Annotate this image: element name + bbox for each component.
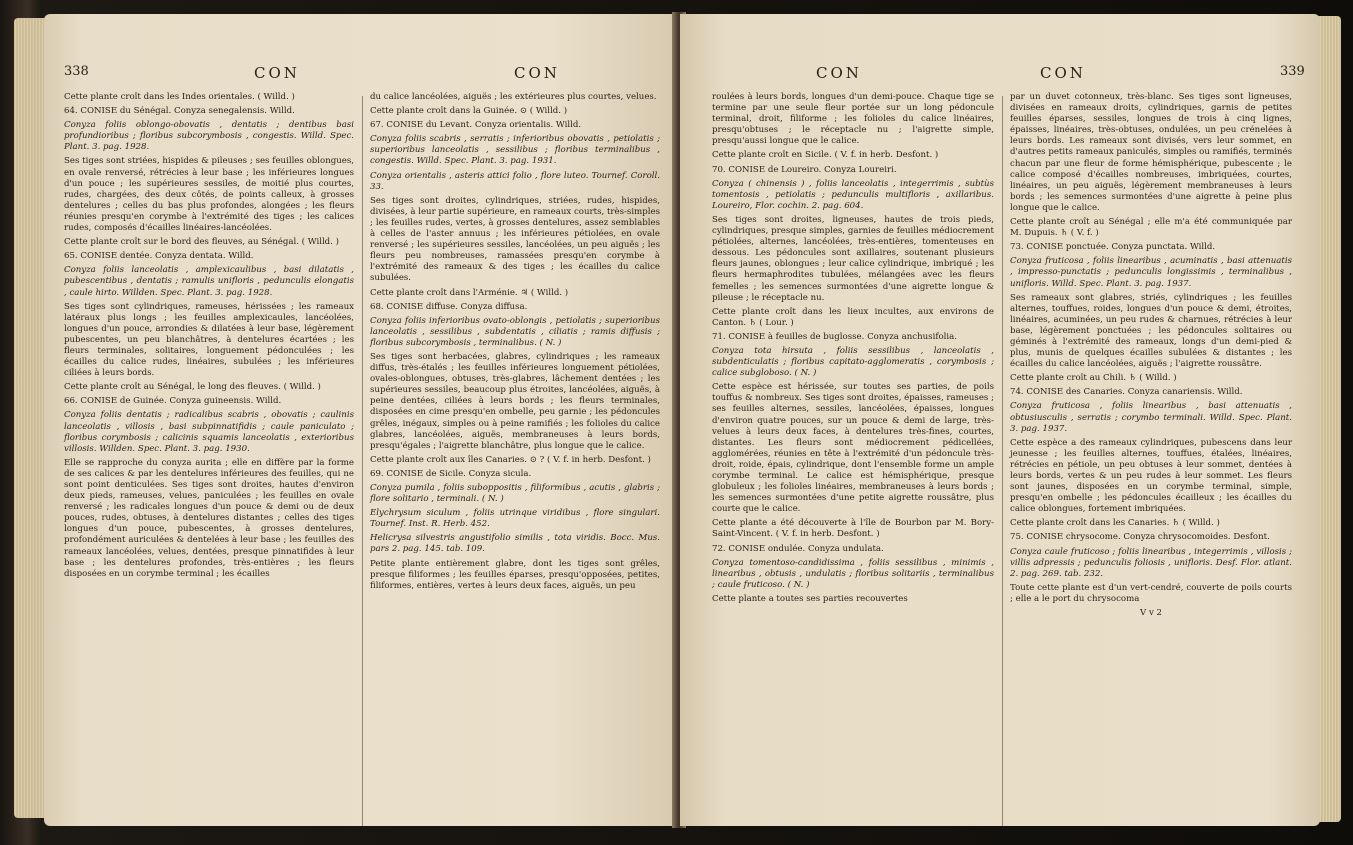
latin-diagnosis: Conyza pumila , foliis suboppositis , filiformibus , acutis , glabris ; flore solitario , terminali. ( N. ) [370,483,660,505]
signature-mark: V v 2 [1140,608,1162,619]
left-page [44,14,676,826]
paragraph: Ses tiges sont droites, cylindriques, striées, rudes, hispides, divisées, à leur partie supérieure, en rameaux courts, très-simples ; les feuilles rudes, vertes, à grosses dentelures, assez semblables à celles de l'aster annuus ; les inférieures pétiolées, en ovale renversé ; les supérieures sessiles, lancéolées, un peu aiguës ; les fleurs peu nombreuses, ramassées presqu'en corymbe à l'extrémité des rameaux & des tiges ; les écailles du calice subulées. [370,195,660,284]
paragraph: Cette plante croît dans l'Arménie. ♃ ( Willd. ) [370,287,569,298]
paragraph: Ses rameaux sont glabres, striés, cylindriques ; les feuilles alternes, touffues, roides, longues d'un pouce & demi, étroites, linéaires, acuminées, un peu rudes & charnues, rétrécies à leur base, légèrement ponctuées ; les pédoncules solitaires ou géminés à l'extrémité des rameaux, longs d'un demi-pied & plus, munis de quelques écailles subulées & distantes ; les écailles du calice lancéolées, aiguës ; l'aigrette roussâtre. [1010,292,1292,370]
right-page [680,14,1320,826]
latin-diagnosis: Conyza foliis dentatis ; radicalibus scabris , obovatis ; caulinis lanceolatis , villosis , basi subpinnatifidis ; caule paniculato ; floribus corymbosis ; calicinis squamis lanceolatis , exterioribus villosis. Willden. Spec. Plant. 3. pag. 1930. [64,410,354,454]
paragraph: Cette plante croît dans les Canaries. ♄ ( Willd. ) [1010,518,1220,529]
entry-heading: 68. CONISE diffuse. Conyza diffusa. [370,301,528,312]
right-running-head-right: CON [1040,64,1086,82]
page-edges-left [14,18,46,818]
latin-diagnosis: Conyza tomentoso-candidissima , foliis sessilibus , minimis , linearibus , obtusis , undulatis ; floribus solitariis , terminalibus ; caule fruticoso. ( N. ) [712,557,994,590]
paragraph: du calice lancéolées, aiguës ; les extérieures plus courtes, velues. [370,92,657,102]
latin-diagnosis: Conyza foliis oblongo-obovatis , dentatis ; dentibus basi profundioribus ; floribus subcorymbosis , congestis. Willd. Spec. Plant. 3. pag. 1928. [64,120,354,153]
latin-synonym: Helicrysa silvestris angustifolio similis , tota viridis. Bocc. Mus. pars 2. pag. 145. tab. 109. [370,533,660,555]
latin-diagnosis: Conyza tota hirsuta , foliis sessilibus , lanceolatis , subdenticulatis ; floribus capitato-agglomeratis , corymbosis ; calice subgloboso. ( N. ) [712,345,994,379]
paragraph: roulées à leurs bords, longues d'un demi-pouce. Chaque tige se termine par une seule fleur portée sur un long pédoncule terminal, droit, filiforme ; les folioles du calice linéaires, presqu'obtuses ; le réceptacle nu ; l'aigrette simple, presqu'aussi longue que le calice. [712,92,994,147]
entry-heading: 65. CONISE dentée. Conyza dentata. Willd. [64,251,254,262]
left-running-head-right: CON [514,64,560,82]
entry-heading: 75. CONISE chrysocome. Conyza chrysocomoides. Desfont. [1010,532,1270,543]
latin-diagnosis: Conyza ( chinensis ) , foliis lanceolatis , integerrimis , subtùs tomentosis , petiolatis ; pedunculis multifloris , axillaribus. Loureiro, Flor. cochin. 2. pag. 604. [712,178,994,211]
paragraph: Petite plante entièrement glabre, dont les tiges sont grêles, presque filiformes ; les feuilles éparses, presqu'opposées, petites, filiformes, entières, vertes à leurs deux faces, aiguës, un peu [370,558,660,591]
right-page-number: 339 [1280,64,1305,79]
paragraph: Cette plante a toutes ses parties recouvertes [712,593,908,604]
paragraph: Cette plante croît en Sicile. ( V. f. in herb. Desfont. ) [712,150,939,161]
left-running-head-left: CON [254,64,300,82]
paragraph: Cette espèce est hérissée, sur toutes ses parties, de poils touffus & nombreux. Ses tiges sont droites, épaisses, rameuses ; ses feuilles alternes, sessiles, lancéolées, épaisses, longues d'environ quatre pouces, sur un pouce & demi de large, très-velues à leurs deux faces, à dentelures très-fines, courtes, distantes. Les fleurs sont médiocrement pédicellées, agglomérées, réunies en tête à l'extrémité d'un pédoncule très-droit, roide, épais, cylindrique, dont l'ensemble forme un ample corymbe terminal. Le calice est hémisphérique, presque globuleux ; les folioles linéaires, membraneuses à leurs bords ; les semences surmontées d'une petite aigrette roussâtre, plus courte que le calice. [712,382,994,515]
paragraph: par un duvet cotonneux, très-blanc. Ses tiges sont ligneuses, divisées en rameaux droits, cylindriques, garnis de petites feuilles éparses, sessiles, longues de trois à cinq lignes, épaisses, linéaires, très-obtuses, ondulées, un peu crénelées à leurs bords. Les rameaux sont divisés, vers leur sommet, en d'autres petits rameaux paniculés, simples ou ramifiés, terminés chacun par une fleur de forme hémisphérique, pubescente ; le calice composé d'écailles nombreuses, imbriquées, courtes, linéaires, un peu aiguës, légèrement membraneuses à leurs bords ; les semences surmontées d'une aigrette à peine plus longue que le calice. [1010,92,1292,213]
left-page-number: 338 [64,64,89,79]
latin-diagnosis: Conyza fruticosa , foliis linearibus , acuminatis , basi attenuatis , impresso-punctatis ; pedunculis longissimis , terminalibus , unifloris. Willd. Spec. Plant. 3. pag. 1937. [1010,256,1292,289]
right-column-2 [1010,92,1292,622]
latin-diagnosis: Conyza fruticosa , foliis linearibus , basi attenuatis , obtusiusculis , serratis ; corymbo terminali. Willd. Spec. Plant. 3. pag. 1937. [1010,401,1292,434]
paragraph: Ses tiges sont herbacées, glabres, cylindriques ; les rameaux diffus, très-étalés ; les feuilles inférieures longuement pétiolées, ovales-oblongues, obtuses, très-glabres, lâchement dentées ; les supérieures sessiles, beaucoup plus étroites, lancéolées, aiguës, à peine dentées, ciliées à leurs bords ; les fleurs terminales, disposées en cime presqu'en ombelle, peu garnie ; les pédoncules grêles, inégaux, simples ou à peine ramifiés ; les folioles du calice glabres, lancéolées, aiguës, membraneuses à leurs bords, presqu'égales ; l'aigrette blanchâtre, plus longue que le calice. [370,351,660,451]
entry-heading: 71. CONISE à feuilles de buglosse. Conyza anchusifolia. [712,331,958,342]
latin-synonym: Elychrysum siculum , foliis utrinque viridibus , flore singulari. Tournef. Inst. R. Herb. 452. [370,508,660,530]
left-column-1 [64,92,354,583]
column-rule [362,96,363,826]
latin-diagnosis: Conyza foliis lanceolatis , amplexicaulibus , basi dilatatis , pubescentibus , dentatis ; ramulis unifloris , pedunculis elongatis , caule hirto. Willden. Spec. Plant. 3. pag. 1928. [64,265,354,298]
paragraph: Cette plante a été découverte à l'île de Bourbon par M. Bory-Saint-Vincent. ( V. f. in herb. Desfont. ) [712,518,994,540]
paragraph: Cette plante croît dans les Indes orientales. ( Willd. ) [64,92,295,102]
paragraph: Cette plante croît sur le bord des fleuves, au Sénégal. ( Willd. ) [64,237,340,248]
entry-heading: 74. CONISE des Canaries. Conyza canariensis. Willd. [1010,387,1243,398]
entry-heading: 67. CONISE du Levant. Conyza orientalis. Willd. [370,120,582,131]
latin-diagnosis: Conyza foliis inferioribus ovato-oblongis , petiolatis ; superioribus lanceolatis , sessilibus , subdentatis , ciliatis ; ramis diffusis ; floribus subcorymbosis , terminalibus. ( N. ) [370,315,660,348]
column-rule [1002,96,1003,826]
paragraph: Cette plante croît aux îles Canaries. ⊙ ? ( V. f. in herb. Desfont. ) [370,454,651,465]
paragraph: Ses tiges sont droites, ligneuses, hautes de trois pieds, cylindriques, presque simples, garnies de feuilles médiocrement pétiolées, alternes, lancéolées, très-entières, tomenteuses en dessous. Les pédoncules sont axillaires, soutenant plusieurs fleurs jaunes, oblongues ; leur calice cylindrique, imbriqué ; les fleurs hermaphrodites tubulées, mélangées avec les fleurs femelles ; les semences surmontées d'une aigrette longue & pileuse ; le réceptacle nu. [712,214,994,303]
paragraph: Cette plante croît au Chili. ♄ ( Willd. ) [1010,373,1177,384]
entry-heading: 73. CONISE ponctuée. Conyza punctata. Willd. [1010,242,1216,253]
paragraph: Ses tiges sont cylindriques, rameuses, hérissées ; les rameaux latéraux plus longs ; les feuilles amplexicaules, lancéolées, longues d'un pouce, arrondies & dilatées à leur base, légèrement pubescentes, un peu blanchâtres, à dentelures écartées ; les fleurs terminales, solitaires, longuement pédonculées ; les écailles du calice rudes, linéaires, subulées ; les inférieures ciliées à leurs bords. [64,301,354,379]
paragraph: Cette plante croît au Sénégal, le long des fleuves. ( Willd. ) [64,382,321,393]
paragraph: Elle se rapproche du conyza aurita ; elle en diffère par la forme de ses calices & par les dentelures inférieures des feuilles, qui ne sont point denticulées. Ses tiges sont droites, hautes d'environ deux pieds, rameuses, velues, paniculées ; les feuilles en ovale renversé ; les radicales longues d'un pouce & demi ou de deux pouces, rudes, obtuses, à dentelures distantes ; celles des tiges longues d'un pouce, pubescentes, à grosses dentelures, profondément auriculées & dentelées à leur base ; les feuilles des rameaux lancéolées, velues, dentées, presque pinnatifides à leur base ; les dentelures profondes, très-entières ; les fleurs disposées en un corymbe terminal ; les écailles [64,457,354,579]
paragraph: Ses tiges sont striées, hispides & pileuses ; ses feuilles oblongues, en ovale renversé, rétrécies à leur base ; les inférieures longues d'un pouce ; les supérieures sessiles, de moitié plus courtes, rudes, chargées, des deux côtés, de points calleux, à grosses dentelures ; celles du bas plus profondes, alongées ; les fleurs réunies presqu'en corymbe à l'extrémité des tiges ; les calices rudes, composés d'écailles linéaires-lancéolées. [64,156,354,234]
paragraph: Cette plante croît au Sénégal ; elle m'a été communiquée par M. Dupuis. ♄ ( V. f. ) [1010,217,1292,239]
paragraph: Cette espèce a des rameaux cylindriques, pubescens dans leur jeunesse ; les feuilles alternes, touffues, étalées, linéaires, rétrécies en pétiole, un peu obtuses à leur sommet, dentées à leurs bords, vertes & un peu rudes à leur sommet. Les fleurs sont jaunes, disposées en un corymbe terminal, simple, presqu'en ombelle ; les pédoncules écailleux ; les écailles du calice oblongues, fortement imbriquées. [1010,437,1292,515]
entry-heading: 70. CONISE de Loureiro. Conyza Loureiri. [712,164,897,175]
right-column-1 [712,92,994,608]
paragraph: Cette plante croît dans les lieux incultes, aux environs de Canton. ♄ ( Lour. ) [712,306,994,328]
paragraph: Cette plante croît dans la Guinée. ⊙ ( Willd. ) [370,106,568,117]
left-column-2 [370,92,660,595]
entry-heading: 64. CONISE du Sénégal. Conyza senegalensis. Willd. [64,106,295,117]
latin-diagnosis: Conyza caule fruticoso ; foliis linearibus , integerrimis , villosis ; villis adpressis ; pedunculis foliosis , unifloris. Desf. Flor. atlant. 2. pag. 269. tab. 232. [1010,546,1292,579]
latin-diagnosis: Conyza foliis scabris , serratis ; inferioribus obovatis , petiolatis ; superioribus lanceolatis , sessilibus ; floribus terminalibus , congestis. Willd. Spec. Plant. 3. pag. 1931. [370,134,660,167]
paragraph: Toute cette plante est d'un vert-cendré, couverte de poils courts ; elle a le port du chrysocoma [1010,582,1292,604]
latin-synonym: Conyza orientalis , asteris attici folio , flore luteo. Tournef. Coroll. 33. [370,170,660,192]
entry-heading: 69. CONISE de Sicile. Conyza sicula. [370,468,532,479]
right-running-head-left: CON [816,64,862,82]
entry-heading: 72. CONISE ondulée. Conyza undulata. [712,543,884,554]
entry-heading: 66. CONISE de Guinée. Conyza guineensis. Willd. [64,396,282,407]
